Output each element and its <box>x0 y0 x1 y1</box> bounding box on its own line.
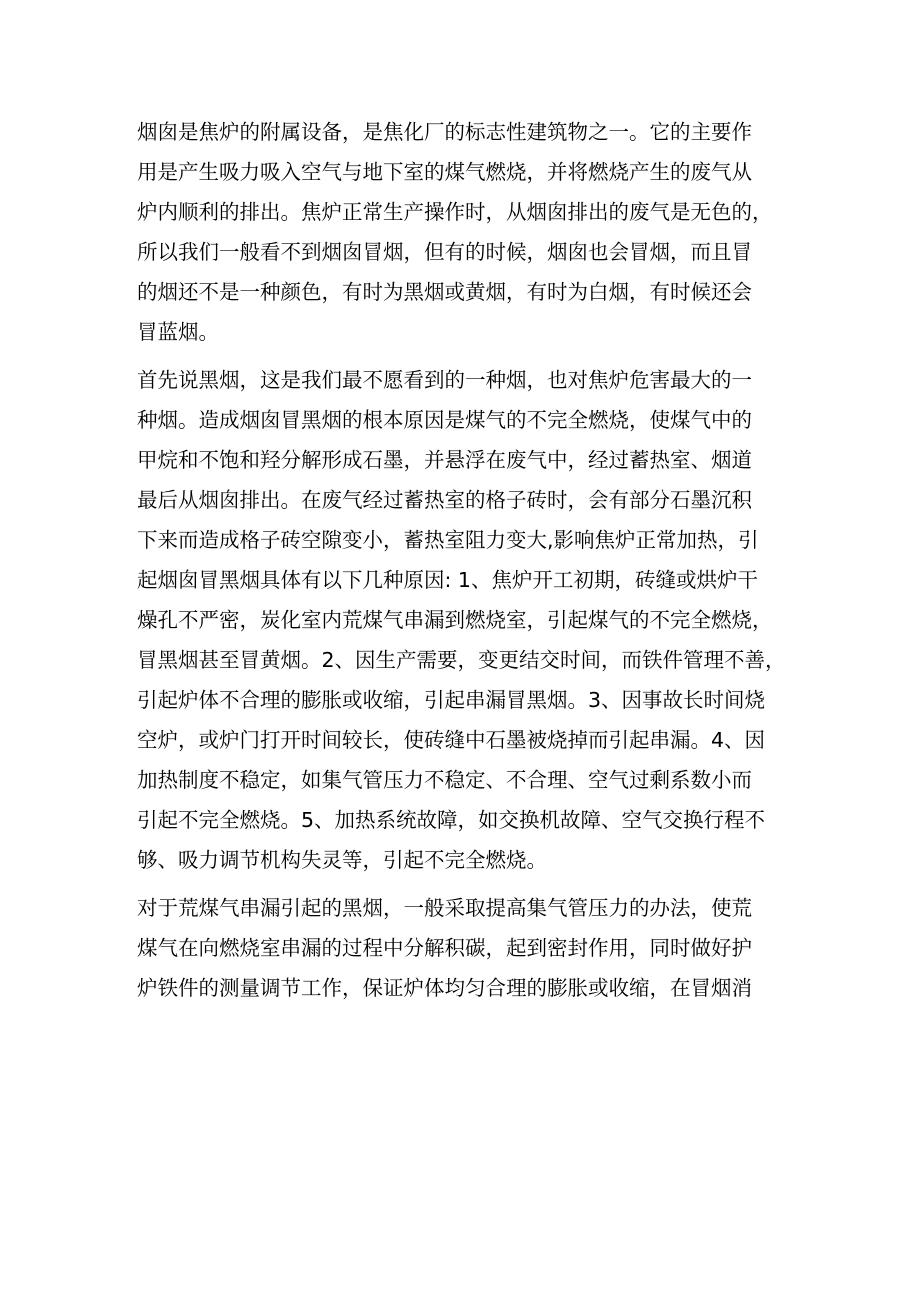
document-body <box>137 112 797 1016</box>
paragraph-chimney-intro: 烟囱是焦炉的附属设备，是焦化厂的标志性建筑物之一。它的主要作 用是产生吸力吸入空气与地下室的煤气燃烧，并将燃烧产生的废气从 炉内顺利的排出。焦炉正常生产操作时，从烟囱排出的废气是无色的， 所以我们一般看不到烟囱冒烟，但有的时候，烟囱也会冒烟，而且冒 的烟还不是一种颜色，有时为黑烟或黄烟，有时为白烟，有时候还会 冒蓝烟。 <box>137 120 773 344</box>
paragraph-black-smoke: 首先说黑烟，这是我们最不愿看到的一种烟，也对焦炉危害最大的一 种烟。造成烟囱冒黑烟的根本原因是煤气的不完全燃烧，使煤气中的 甲烷和不饱和羟分解形成石墨，并悬浮在废气中，经过蓄热室、烟道 最后从烟囱排出。在废气经过蓄热室的格子砖时，会有部分石墨沉积 下来而造成格子砖空隙变小，蓄热室阻力变大,影响焦炉正常加热，引 起烟囱冒黑烟具体有以下几种原因: 1、焦炉开工初期，砖缝或烘炉干 燥孔不严密，炭化室内荒煤气串漏到燃烧室，引起煤气的不完全燃烧， 冒黑烟甚至冒黄烟。2、因生产需要，变更结交时间，而铁件管理不善， 引起炉体不合理的膨胀或收缩，引起串漏冒黑烟。3、因事故长时间烧 空炉，或炉门打开时间较长，使砖缝中石墨被烧掉而引起串漏。4、因 加热制度不稳定，如集气管压力不稳定、不合理、空气过剩系数小而 引起不完全燃烧。5、加热系统故障，如交换机故障、空气交换行程不 够、吸力调节机构失灵等，引起不完全燃烧。 <box>137 368 786 872</box>
paragraph-black-smoke-remedy: 对于荒煤气串漏引起的黑烟，一般采取提高集气管压力的办法，使荒 煤气在向燃烧室串漏的过程中分解积碳，起到密封作用，同时做好护 炉铁件的测量调节工作，保证炉体均匀合理的膨胀或收缩，在冒烟消 <box>137 896 752 1000</box>
